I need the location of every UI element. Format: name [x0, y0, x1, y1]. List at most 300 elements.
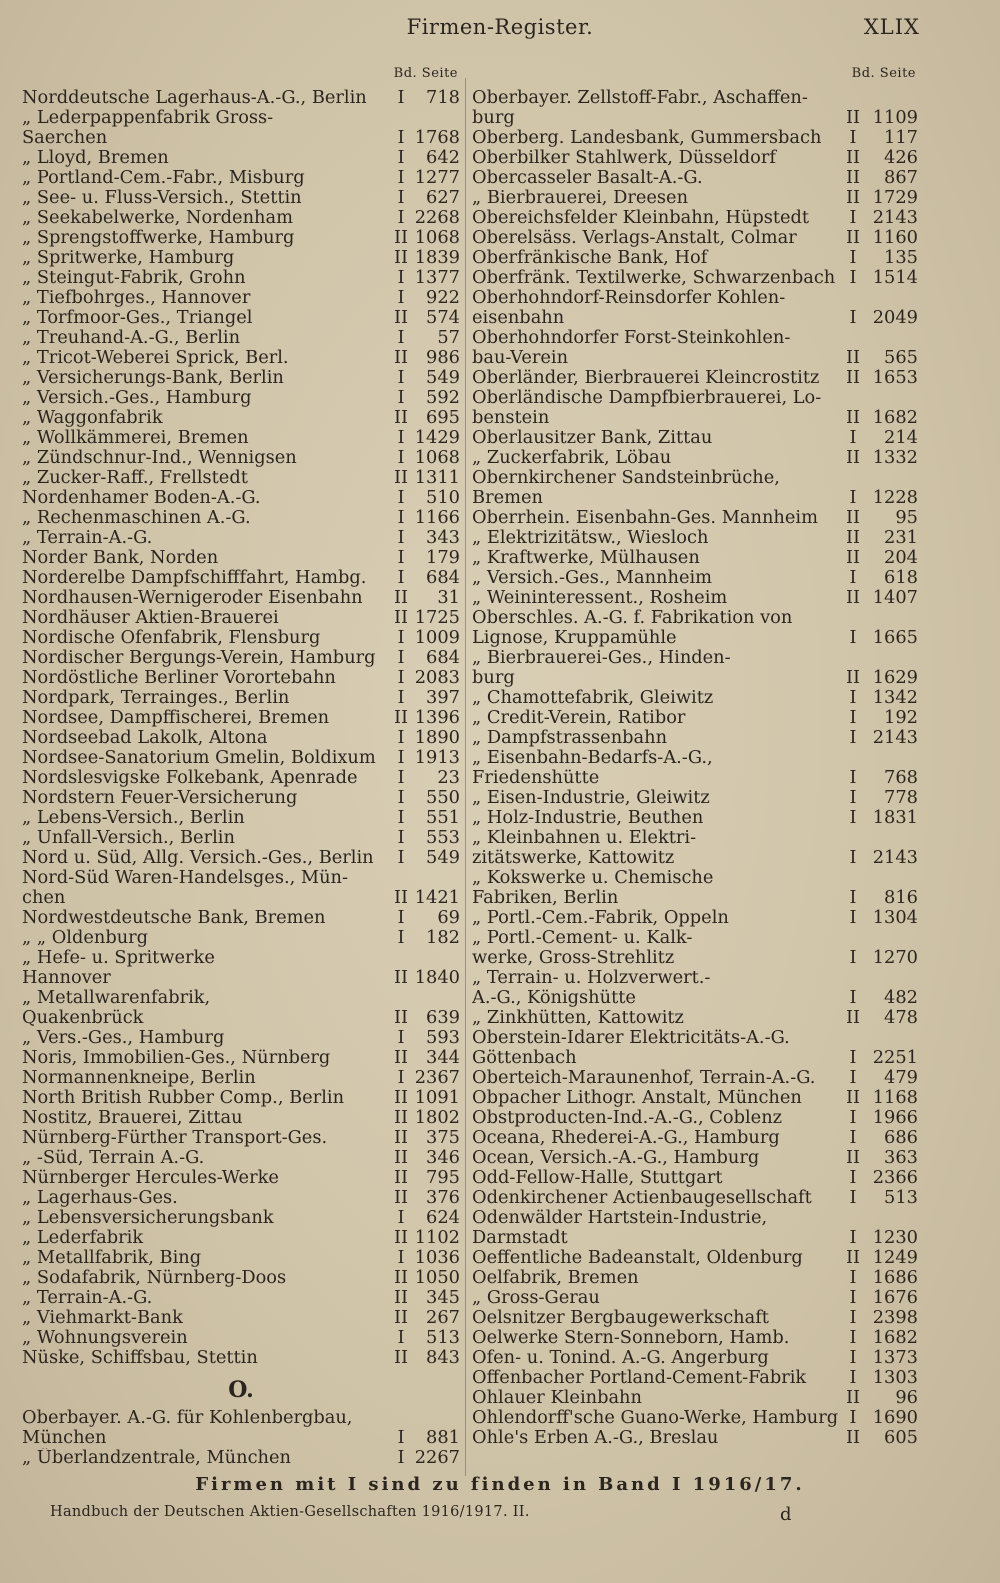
entry-volume: II — [393, 227, 409, 248]
entry-volume: I — [849, 707, 857, 728]
entry-page: 192 — [884, 707, 918, 728]
left-entry-list-o — [22, 1408, 460, 1468]
register-entry — [472, 1128, 918, 1148]
entry-volume: II — [845, 447, 861, 468]
entry-page: 345 — [426, 1287, 460, 1308]
entry-name: Noris, Immobilien-Ges., Nürnberg — [22, 1048, 331, 1068]
entry-volume: I — [397, 1447, 405, 1468]
register-entry — [22, 348, 460, 368]
entry-name: Nordische Ofenfabrik, Flensburg — [22, 628, 321, 648]
entry-name: „ Versich.-Ges., Hamburg — [22, 388, 252, 408]
entry-volume: II — [845, 587, 861, 608]
register-entry — [472, 148, 918, 168]
entry-name: Quakenbrück — [22, 1008, 144, 1028]
register-entry — [472, 828, 918, 848]
register-entry — [22, 268, 460, 288]
entry-volume: II — [845, 1247, 861, 1268]
entry-volume: II — [393, 247, 409, 268]
register-entry — [472, 1088, 918, 1108]
register-entry — [472, 848, 918, 868]
register-entry — [472, 1028, 918, 1048]
entry-page: 1050 — [414, 1267, 460, 1288]
entry-name: „ Chamottefabrik, Gleiwitz — [472, 688, 714, 708]
entry-page: 881 — [426, 1427, 460, 1448]
register-entry — [472, 568, 918, 588]
entry-page: 182 — [426, 927, 460, 948]
entry-name: „ Wollkämmerei, Bremen — [22, 428, 249, 448]
entry-name: München — [22, 1428, 107, 1448]
footnote: Firmen mit I sind zu finden in Band I 1916/17. — [195, 1474, 805, 1495]
entry-volume: I — [849, 1107, 857, 1128]
entry-volume: I — [397, 167, 405, 188]
register-entry — [22, 708, 460, 728]
entry-volume: I — [849, 1327, 857, 1348]
entry-page: 624 — [426, 1207, 460, 1228]
entry-name: Odd-Fellow-Halle, Stuttgart — [472, 1168, 723, 1188]
entry-page: 1629 — [872, 667, 918, 688]
register-entry — [472, 428, 918, 448]
entry-page: 117 — [884, 127, 918, 148]
entry-volume: II — [393, 407, 409, 428]
entry-name: „ Seekabelwerke, Nordenham — [22, 208, 293, 228]
entry-page: 346 — [426, 1147, 460, 1168]
left-column — [22, 66, 460, 1468]
register-entry — [472, 928, 918, 948]
entry-name: Norderelbe Dampfschifffahrt, Hambg. — [22, 568, 367, 588]
entry-page: 1230 — [872, 1227, 918, 1248]
entry-page: 1168 — [872, 1087, 918, 1108]
entry-volume: I — [849, 267, 857, 288]
entry-name: „ Portland-Cem.-Fabr., Misburg — [22, 168, 305, 188]
register-entry — [472, 948, 918, 968]
entry-name: „ Terrain-A.-G. — [22, 1288, 153, 1308]
entry-page: 2367 — [414, 1067, 460, 1088]
entry-volume: II — [393, 467, 409, 488]
entry-page: 1725 — [414, 607, 460, 628]
entry-volume: I — [397, 127, 405, 148]
column-header-left: Bd. Seite — [393, 66, 458, 81]
register-entry — [472, 88, 918, 108]
entry-name: Nordseebad Lakolk, Altona — [22, 728, 268, 748]
register-entry — [472, 1068, 918, 1088]
register-entry — [472, 868, 918, 888]
entry-name: „ Überlandzentrale, München — [22, 1448, 291, 1468]
entry-name: „ Terrain- u. Holzverwert.- — [472, 968, 711, 988]
entry-name: Göttenbach — [472, 1048, 577, 1068]
register-entry — [22, 148, 460, 168]
register-entry — [22, 408, 460, 428]
entry-page: 1913 — [414, 747, 460, 768]
register-entry — [22, 388, 460, 408]
entry-name: Nostitz, Brauerei, Zittau — [22, 1108, 243, 1128]
entry-name: Obercasseler Basalt-A.-G. — [472, 168, 703, 188]
entry-name: „ Kraftwerke, Mülhausen — [472, 548, 700, 568]
register-entry — [22, 1428, 460, 1448]
register-entry — [472, 228, 918, 248]
entry-volume: I — [849, 987, 857, 1008]
entry-page: 23 — [437, 767, 460, 788]
register-entry — [22, 588, 460, 608]
register-entry — [472, 208, 918, 228]
entry-volume: I — [397, 207, 405, 228]
register-entry — [22, 568, 460, 588]
register-entry — [472, 308, 918, 328]
register-entry — [472, 128, 918, 148]
column-divider — [465, 78, 466, 1476]
entry-volume: I — [849, 247, 857, 268]
register-entry — [22, 748, 460, 768]
entry-volume: II — [845, 527, 861, 548]
entry-page: 574 — [426, 307, 460, 328]
entry-volume: I — [397, 727, 405, 748]
entry-name: „ Dampfstrassenbahn — [472, 728, 668, 748]
entry-volume: I — [397, 387, 405, 408]
entry-page: 627 — [426, 187, 460, 208]
register-entry — [472, 1368, 918, 1388]
entry-name: „ Lebensversicherungsbank — [22, 1208, 274, 1228]
register-entry — [22, 848, 460, 868]
entry-page: 1091 — [414, 1087, 460, 1108]
entry-volume: I — [849, 1407, 857, 1428]
entry-name: Oberländer, Bierbrauerei Kleincrostitz — [472, 368, 820, 388]
entry-page: 1377 — [414, 267, 460, 288]
entry-volume: II — [393, 707, 409, 728]
column-header-right: Bd. Seite — [851, 66, 916, 81]
entry-name: Oberberg. Landesbank, Gummersbach — [472, 128, 822, 148]
entry-page: 1729 — [872, 187, 918, 208]
entry-page: 1342 — [872, 687, 918, 708]
entry-volume: I — [397, 267, 405, 288]
entry-name: „ Elektrizitätsw., Wiesloch — [472, 528, 709, 548]
register-entry — [22, 868, 460, 888]
entry-volume: II — [845, 227, 861, 248]
entry-volume: I — [397, 687, 405, 708]
register-entry — [22, 1308, 460, 1328]
register-entry — [472, 708, 918, 728]
entry-name: Oberbilker Stahlwerk, Düsseldorf — [472, 148, 776, 168]
entry-page: 684 — [426, 647, 460, 668]
entry-name: „ Portl.-Cement- u. Kalk- — [472, 928, 693, 948]
entry-name: Oelfabrik, Bremen — [472, 1268, 639, 1288]
entry-name: werke, Gross-Strehlitz — [472, 948, 675, 968]
register-entry — [472, 1288, 918, 1308]
entry-page: 2083 — [414, 667, 460, 688]
entry-name: Nordischer Bergungs-Verein, Hamburg — [22, 648, 376, 668]
entry-name: „ Eisenbahn-Bedarfs-A.-G., — [472, 748, 713, 768]
register-entry — [22, 728, 460, 748]
entry-page: 2143 — [872, 727, 918, 748]
entry-name: Nürnberg-Fürther Transport-Ges. — [22, 1128, 328, 1148]
register-entry — [22, 228, 460, 248]
register-entry — [472, 1388, 918, 1408]
entry-name: „ Lederpappenfabrik Gross- — [22, 108, 274, 128]
left-entry-list — [22, 88, 460, 1368]
entry-page: 986 — [426, 347, 460, 368]
register-entry — [472, 1108, 918, 1128]
register-entry — [472, 1188, 918, 1208]
entry-page: 231 — [884, 527, 918, 548]
entry-page: 1653 — [872, 367, 918, 388]
entry-volume: I — [397, 1207, 405, 1228]
entry-page: 1686 — [872, 1267, 918, 1288]
entry-volume: II — [845, 147, 861, 168]
entry-volume: I — [397, 1427, 405, 1448]
entry-volume: II — [393, 967, 409, 988]
entry-page: 397 — [426, 687, 460, 708]
signature-mark: d — [780, 1504, 792, 1525]
entry-name: Nürnberger Hercules-Werke — [22, 1168, 279, 1188]
entry-name: Nordöstliche Berliner Vorortebahn — [22, 668, 336, 688]
register-entry — [472, 908, 918, 928]
entry-volume: I — [849, 1307, 857, 1328]
entry-name: Normannenkneipe, Berlin — [22, 1068, 256, 1088]
register-entry — [22, 508, 460, 528]
entry-name: Nordhäuser Aktien-Brauerei — [22, 608, 279, 628]
register-entry — [472, 1148, 918, 1168]
entry-name: Norddeutsche Lagerhaus-A.-G., Berlin — [22, 88, 367, 108]
entry-volume: I — [397, 87, 405, 108]
entry-volume: I — [849, 427, 857, 448]
entry-name: „ Unfall-Versich., Berlin — [22, 828, 235, 848]
register-entry — [22, 1008, 460, 1028]
entry-page: 684 — [426, 567, 460, 588]
entry-volume: I — [397, 647, 405, 668]
entry-volume: I — [397, 827, 405, 848]
entry-name: „ Zündschnur-Ind., Wennigsen — [22, 448, 297, 468]
entry-name: Saerchen — [22, 128, 108, 148]
entry-volume: I — [397, 147, 405, 168]
entry-name: Norder Bank, Norden — [22, 548, 219, 568]
entry-page: 376 — [426, 1187, 460, 1208]
entry-name: Ohlauer Kleinbahn — [472, 1388, 642, 1408]
register-entry — [472, 628, 918, 648]
entry-name: Nüske, Schiffsbau, Stettin — [22, 1348, 258, 1368]
entry-volume: I — [397, 927, 405, 948]
footer-text: Handbuch der Deutschen Aktien-Gesellschaften 1916/1917. II. — [50, 1504, 530, 1520]
register-entry — [472, 668, 918, 688]
entry-name: „ Terrain-A.-G. — [22, 528, 153, 548]
entry-page: 1396 — [414, 707, 460, 728]
entry-page: 375 — [426, 1127, 460, 1148]
entry-page: 1109 — [872, 107, 918, 128]
entry-name: „ Lloyd, Bremen — [22, 148, 169, 168]
entry-page: 1228 — [872, 487, 918, 508]
register-entry — [22, 1108, 460, 1128]
entry-name: Nord u. Süd, Allg. Versich.-Ges., Berlin — [22, 848, 374, 868]
entry-page: 551 — [426, 807, 460, 828]
entry-name: „ Wohnungsverein — [22, 1328, 188, 1348]
entry-volume: II — [393, 1267, 409, 1288]
register-entry — [22, 188, 460, 208]
entry-name: Oeffentliche Badeanstalt, Oldenburg — [472, 1248, 803, 1268]
entry-volume: I — [397, 787, 405, 808]
entry-name: Oelsnitzer Bergbaugewerkschaft — [472, 1308, 769, 1328]
page-number: XLIX — [863, 15, 920, 39]
register-entry — [22, 1408, 460, 1428]
register-entry — [22, 1028, 460, 1048]
register-entry — [22, 1048, 460, 1068]
entry-page: 695 — [426, 407, 460, 428]
entry-volume: II — [393, 1087, 409, 1108]
entry-volume: I — [849, 127, 857, 148]
entry-page: 1311 — [414, 467, 460, 488]
entry-name: benstein — [472, 408, 550, 428]
entry-volume: I — [849, 1287, 857, 1308]
entry-volume: I — [397, 1247, 405, 1268]
entry-volume: I — [397, 447, 405, 468]
entry-name: „ Vers.-Ges., Hamburg — [22, 1028, 225, 1048]
register-entry — [22, 808, 460, 828]
entry-name: Bremen — [472, 488, 543, 508]
entry-page: 479 — [884, 1067, 918, 1088]
register-entry — [22, 468, 460, 488]
register-entry — [22, 688, 460, 708]
register-entry — [22, 488, 460, 508]
register-entry — [472, 1008, 918, 1028]
entry-page: 1890 — [414, 727, 460, 748]
entry-volume: II — [845, 187, 861, 208]
entry-volume: I — [849, 887, 857, 908]
register-entry — [472, 468, 918, 488]
section-letter: O. — [228, 1377, 254, 1403]
entry-name: Ohlendorff'sche Guano-Werke, Hamburg — [472, 1408, 839, 1428]
entry-name: Ohle's Erben A.-G., Breslau — [472, 1428, 719, 1448]
entry-name: Nordsee, Dampffischerei, Bremen — [22, 708, 330, 728]
entry-page: 1676 — [872, 1287, 918, 1308]
entry-volume: I — [397, 547, 405, 568]
entry-page: 2268 — [414, 207, 460, 228]
register-entry — [22, 328, 460, 348]
entry-name: Oberbayer. Zellstoff-Fabr., Aschaffen- — [472, 88, 808, 108]
register-entry — [22, 828, 460, 848]
entry-page: 96 — [895, 1387, 918, 1408]
entry-page: 214 — [884, 427, 918, 448]
register-entry — [22, 608, 460, 628]
register-entry — [472, 528, 918, 548]
entry-volume: II — [393, 1307, 409, 1328]
entry-name: „ Versich.-Ges., Mannheim — [472, 568, 713, 588]
entry-name: „ Tricot-Weberei Sprick, Berl. — [22, 348, 289, 368]
entry-name: bau-Verein — [472, 348, 569, 368]
register-entry — [22, 988, 460, 1008]
entry-name: „ Sprengstoffwerke, Hamburg — [22, 228, 295, 248]
entry-name: Nordstern Feuer-Versicherung — [22, 788, 298, 808]
entry-page: 1166 — [414, 507, 460, 528]
entry-name: „ Bierbrauerei-Ges., Hinden- — [472, 648, 731, 668]
register-entry — [22, 1148, 460, 1168]
entry-name: Oberbayer. A.-G. für Kohlenbergbau, — [22, 1408, 353, 1428]
entry-volume: II — [393, 1047, 409, 1068]
entry-page: 639 — [426, 1007, 460, 1028]
register-entry — [472, 348, 918, 368]
entry-name: Obstproducten-Ind.-A.-G., Coblenz — [472, 1108, 783, 1128]
entry-volume: I — [397, 847, 405, 868]
entry-name: A.-G., Königshütte — [472, 988, 636, 1008]
entry-name: „ Weininteressent., Rosheim — [472, 588, 728, 608]
entry-page: 1332 — [872, 447, 918, 468]
entry-page: 1429 — [414, 427, 460, 448]
register-entry — [22, 888, 460, 908]
entry-name: burg — [472, 668, 515, 688]
register-entry — [22, 1268, 460, 1288]
entry-name: Oberfränk. Textilwerke, Schwarzenbach — [472, 268, 836, 288]
entry-name: Nordenhamer Boden-A.-G. — [22, 488, 261, 508]
page-title: Firmen-Register. — [406, 15, 594, 39]
entry-page: 2267 — [414, 1447, 460, 1468]
entry-volume: I — [397, 187, 405, 208]
entry-page: 343 — [426, 527, 460, 548]
entry-page: 1068 — [414, 227, 460, 248]
entry-volume: I — [397, 327, 405, 348]
entry-name: burg — [472, 108, 515, 128]
register-entry — [22, 948, 460, 968]
register-entry — [472, 488, 918, 508]
entry-name: „ Zucker-Raff., Frellstedt — [22, 468, 248, 488]
entry-volume: II — [845, 167, 861, 188]
register-entry — [472, 108, 918, 128]
register-entry — [22, 928, 460, 948]
entry-volume: II — [393, 307, 409, 328]
entry-volume: I — [849, 807, 857, 828]
entry-name: „ Rechenmaschinen A.-G. — [22, 508, 251, 528]
register-entry — [22, 428, 460, 448]
right-column — [472, 66, 918, 1448]
entry-volume: II — [393, 1227, 409, 1248]
entry-page: 593 — [426, 1027, 460, 1048]
entry-name: „ „ Oldenburg — [22, 928, 149, 948]
register-entry — [472, 1208, 918, 1228]
entry-page: 513 — [884, 1187, 918, 1208]
entry-page: 1036 — [414, 1247, 460, 1268]
entry-page: 69 — [437, 907, 460, 928]
entry-name: „ Bierbrauerei, Dreesen — [472, 188, 689, 208]
entry-page: 1068 — [414, 447, 460, 468]
register-entry — [472, 748, 918, 768]
entry-volume: II — [393, 1287, 409, 1308]
entry-volume: I — [397, 527, 405, 548]
entry-volume: I — [849, 847, 857, 868]
register-entry — [472, 768, 918, 788]
entry-page: 482 — [884, 987, 918, 1008]
register-entry — [22, 1448, 460, 1468]
entry-name: Obpacher Lithogr. Anstalt, München — [472, 1088, 802, 1108]
entry-page: 1831 — [872, 807, 918, 828]
entry-name: „ Lagerhaus-Ges. — [22, 1188, 178, 1208]
entry-volume: I — [397, 487, 405, 508]
register-entry — [22, 1088, 460, 1108]
entry-name: „ Waggonfabrik — [22, 408, 163, 428]
entry-volume: II — [393, 1167, 409, 1188]
register-entry — [22, 1288, 460, 1308]
entry-page: 565 — [884, 347, 918, 368]
entry-name: Oberschles. A.-G. f. Fabrikation von — [472, 608, 793, 628]
entry-volume: I — [849, 1127, 857, 1148]
entry-page: 618 — [884, 567, 918, 588]
entry-volume: I — [849, 1067, 857, 1088]
entry-volume: II — [845, 1147, 861, 1168]
entry-name: Hannover — [22, 968, 111, 988]
entry-volume: II — [845, 507, 861, 528]
entry-page: 57 — [437, 327, 460, 348]
register-entry — [472, 268, 918, 288]
entry-page: 478 — [884, 1007, 918, 1028]
entry-volume: I — [849, 627, 857, 648]
entry-page: 1009 — [414, 627, 460, 648]
register-entry — [22, 208, 460, 228]
entry-volume: II — [845, 667, 861, 688]
register-entry — [22, 308, 460, 328]
entry-name: „ Credit-Verein, Ratibor — [472, 708, 686, 728]
